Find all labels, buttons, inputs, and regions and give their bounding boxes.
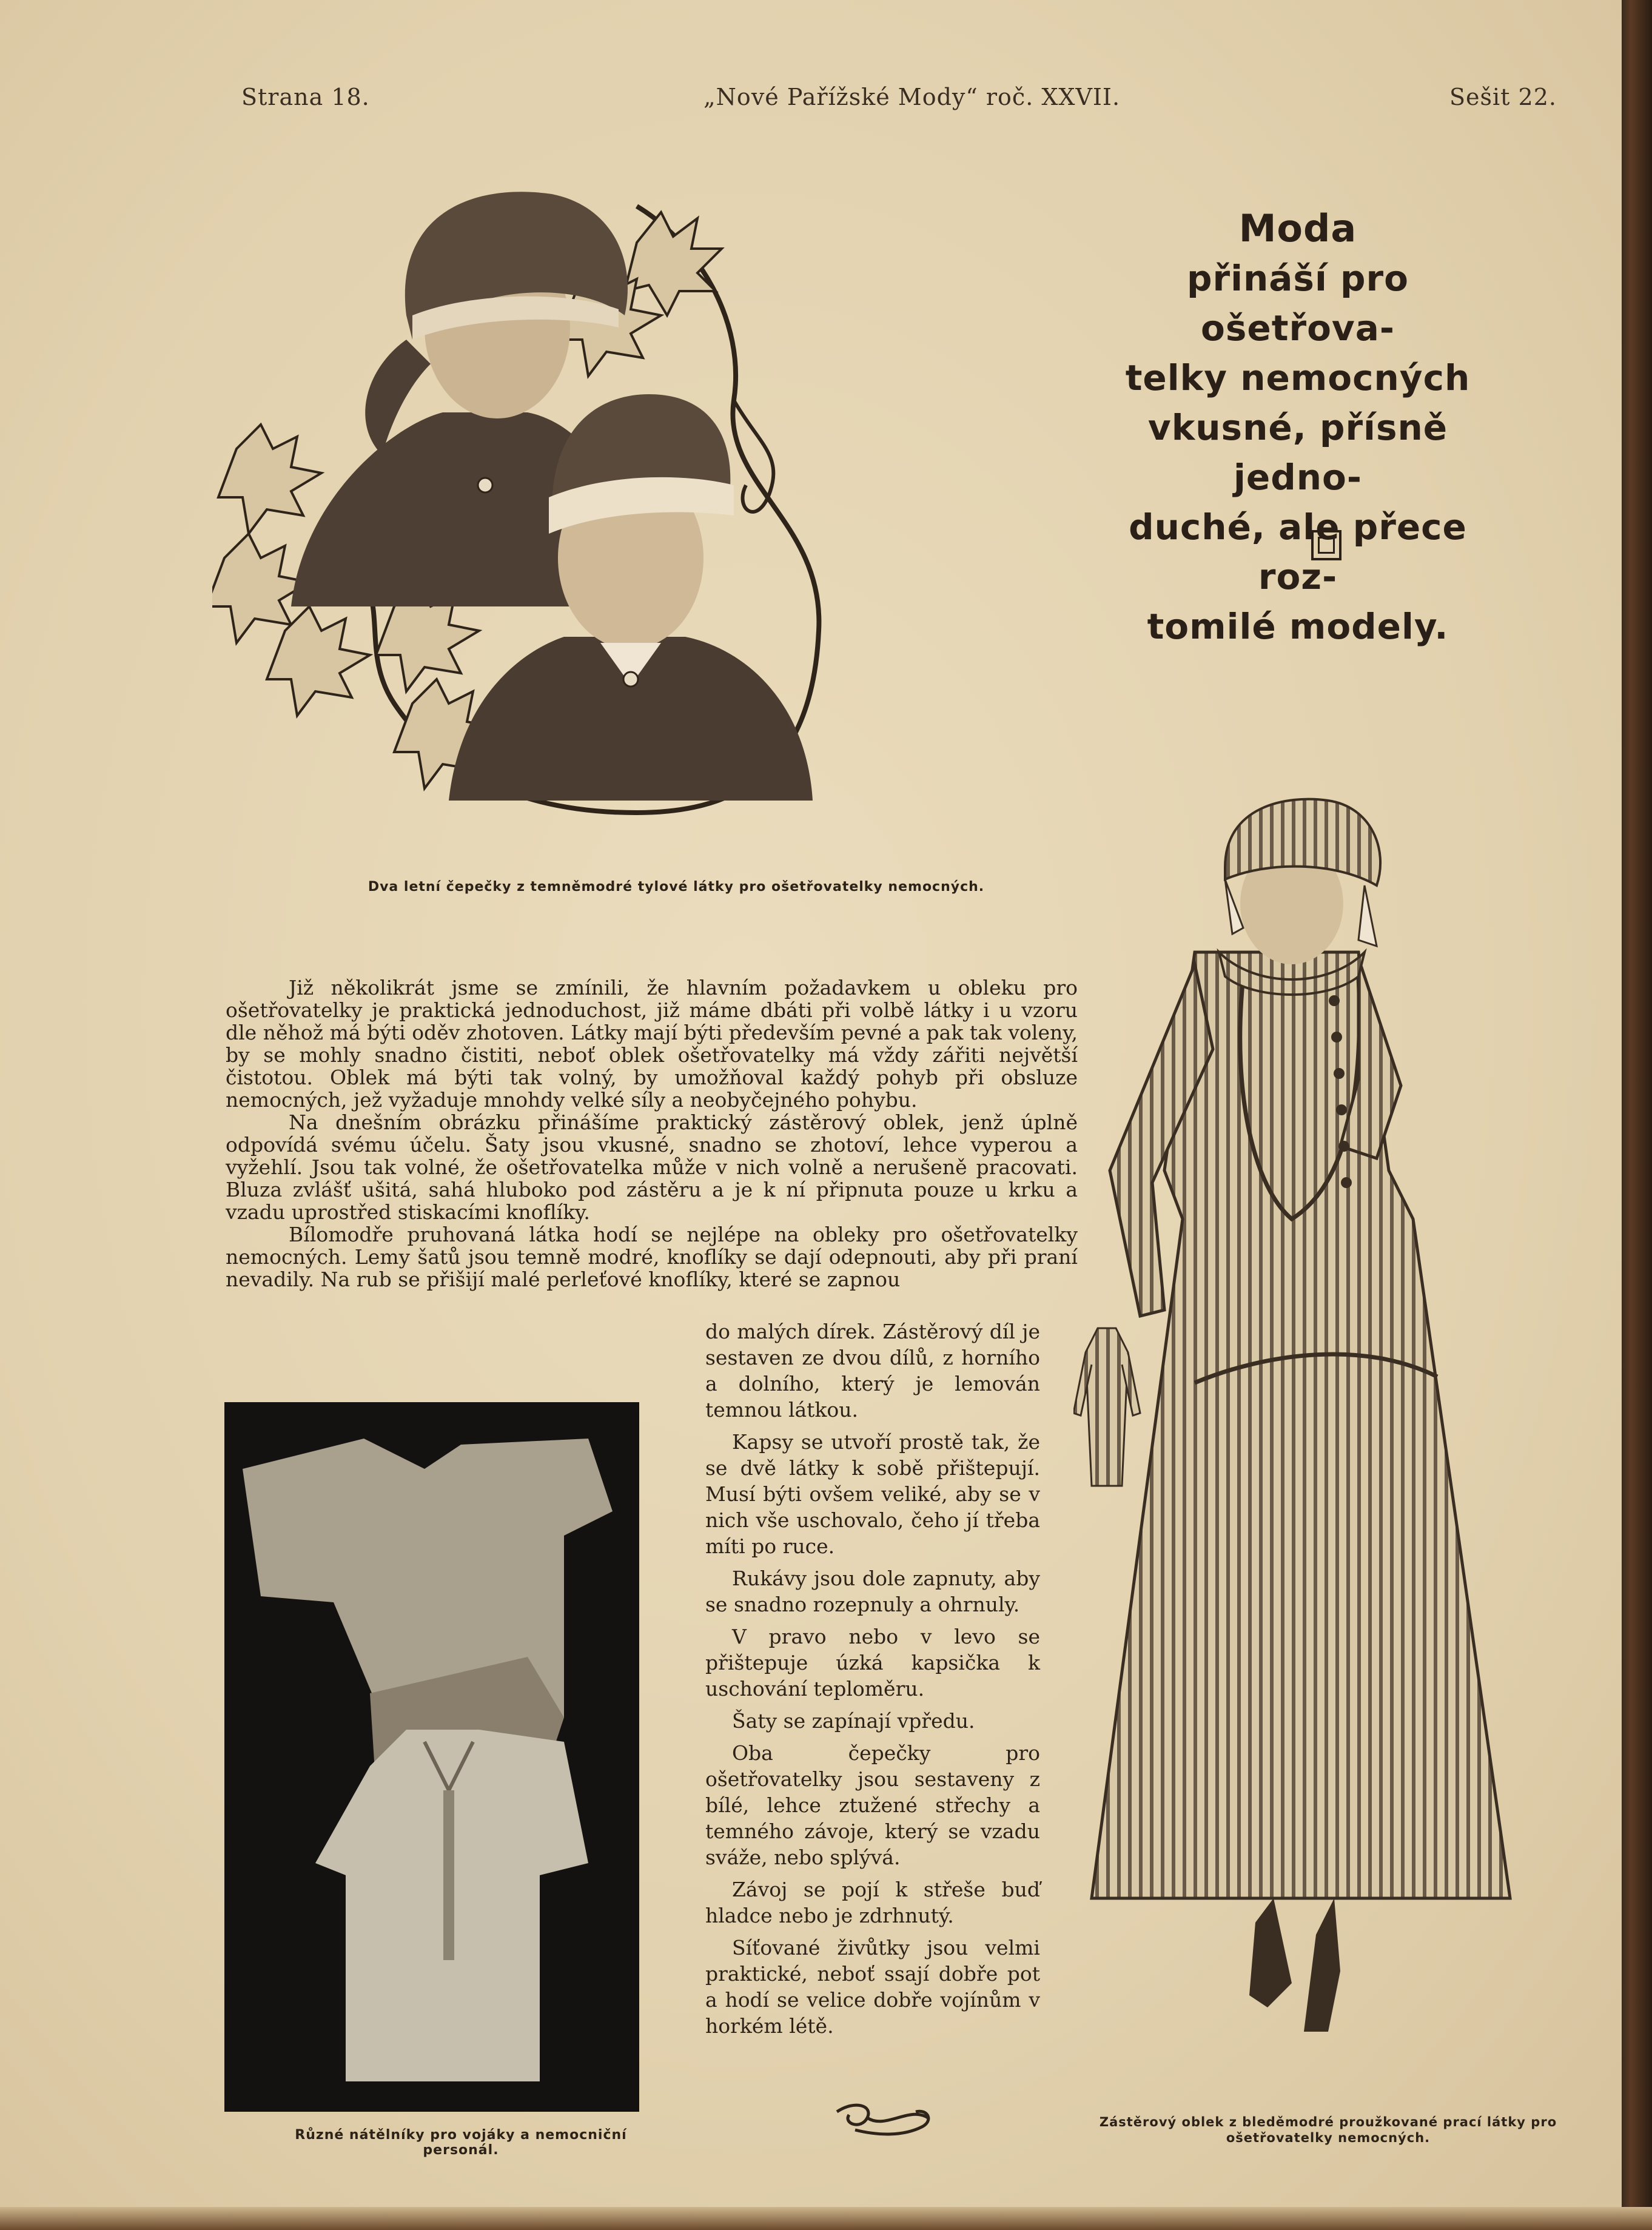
undershirts-photo-art: [224, 1402, 639, 2112]
undershirts-caption: Různé nátělníky pro vojáky a nemocniční personál.: [295, 2128, 627, 2158]
flourish-ornament-icon: [831, 2100, 935, 2138]
article-paragraph-2: Na dnešním obrázku přinášíme praktický zástěrový oblek, jenž úplně odpovídá svému účelu. Šaty jsou vkusné, snadno se zhotoví, lehce vyperou a vyžehlí. Jsou tak volné, že ošetřovatelka může v nich volně a nerušeně pracovati. Bluza zvlášť ušitá, sahá hluboko pod zástěru a je k ní připnuta pouze u krku a vzadu uprostřed stiskacími knoflíky.: [226, 1110, 1078, 1224]
issue-number: Sešit 22.: [1449, 84, 1557, 110]
headline: [1104, 204, 1492, 651]
column-paragraph-1: do malých dírek. Zástěrový díl je sestaven ze dvou dílů, z horního a dolního, který je lemován temnou látkou.: [705, 1320, 1040, 1422]
column-paragraph-4: V pravo nebo v levo se přištepuje úzká kapsička k uschování teploměru.: [705, 1625, 1040, 1701]
headline-line-5: duché, ale přece roz-: [1129, 506, 1467, 597]
article-body: [226, 976, 1078, 1291]
publication-title: „Nové Pařížské Mody“ roč. XXVII.: [703, 84, 1121, 110]
headline-line-6: tomilé modely.: [1147, 606, 1449, 647]
article-paragraph-3: Bílomodře pruhovaná látka hodí se nejlépe na obleky pro ošetřovatelky nemocných. Lemy šatů jsou temně modré, knoflíky se dají odepnouti, aby při praní nevadily. Na rub se přišijí malé perleťové knoflíky, které se zapnou: [226, 1223, 1078, 1291]
page-spine-edge: [1622, 0, 1652, 2230]
column-paragraph-5: Šaty se zapínají vpředu.: [732, 1709, 975, 1733]
page-number: Strana 18.: [241, 84, 370, 110]
column-paragraph-2: Kapsy se utvoří prostě tak, že se dvě látky k sobě přištepují. Musí býti ovšem veliké, aby se v nich vše uschovalo, čeho jí třeba míti po ruce.: [705, 1430, 1040, 1558]
column-paragraph-6: Oba čepečky pro ošetřovatelky jsou sestaveny z bílé, lehce ztužené střechy a temného závoje, který se vzadu sváže, nebo splývá.: [705, 1741, 1040, 1869]
article-paragraph-1: Již několikrát jsme se zmínili, že hlavním požadavkem u obleku pro ošetřovatelky je praktická jednoduchost, již máme dbáti při volbě látky i u vzoru dle něhož má býti oděv zhotoven. Látky mají býti především pevné a pak tak voleny, by se mohly snadno čistiti, neboť oblek ošetřovatelky má vždy zářiti největší čistotou. Oblek má býti tak volný, by umožňoval každý pohyb při obsluze nemocných, jež vyžaduje mnohdy velké síly a neobyčejného pohybu.: [226, 976, 1078, 1112]
uniform-caption-line-1: Zástěrový oblek z bleděmodré proužkované prací látky pro: [1099, 2115, 1557, 2129]
column-paragraph-7: Závoj se pojí k střeše buď hladce nebo je zdrhnutý.: [705, 1878, 1040, 1927]
headline-line-2: přináší pro ošetřova-: [1187, 258, 1409, 349]
headline-line-1: Moda: [1238, 206, 1357, 250]
undershirts-photo: [224, 1402, 639, 2112]
uniform-caption-line-2: ošetřovatelky nemocných.: [1226, 2131, 1431, 2145]
headline-line-3: telky nemocných: [1125, 357, 1471, 398]
column-paragraph-3: Rukávy jsou dole zapnuty, aby se snadno rozepnuly a ohrnuly.: [705, 1567, 1040, 1616]
uniform-illustration: [1073, 794, 1516, 2104]
page-bottom-edge: [0, 2207, 1652, 2230]
uniform-caption: [1086, 2114, 1571, 2146]
caps-illustration: [212, 170, 1031, 855]
article-column: [705, 1318, 1040, 2045]
headline-line-4: vkusné, přísně jedno-: [1147, 407, 1448, 498]
caps-caption: Dva letní čepečky z temněmodré tylové látky pro ošetřovatelky nemocných.: [368, 879, 985, 895]
column-paragraph-8: Síťované živůtky jsou velmi praktické, neboť ssají dobře pot a hodí se velice dobře vojínům v horkém létě.: [705, 1936, 1040, 2038]
square-ornament-icon: [1311, 530, 1341, 560]
